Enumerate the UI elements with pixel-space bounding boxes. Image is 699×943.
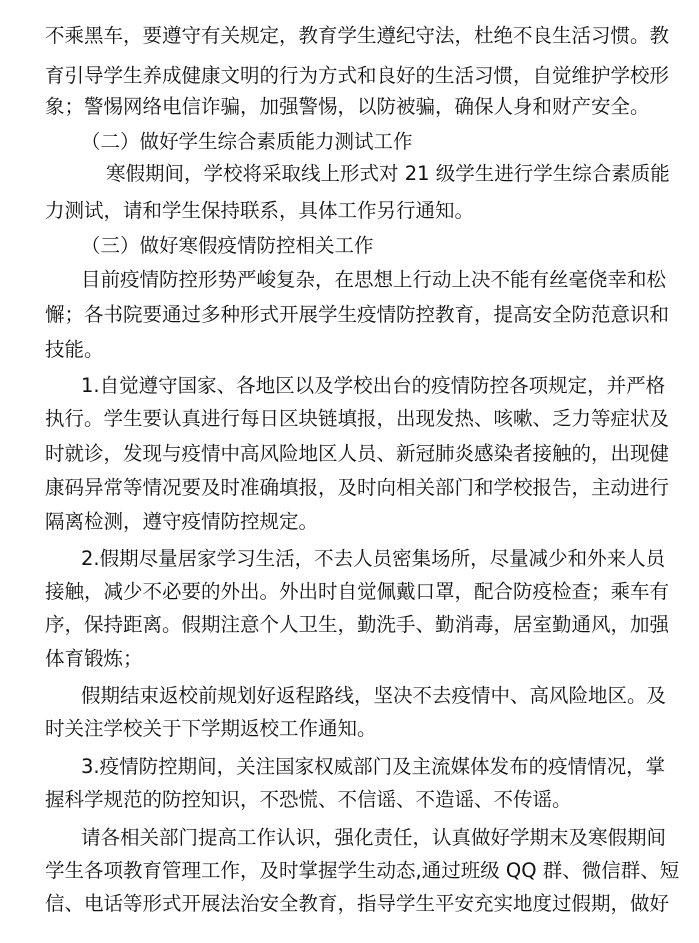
body-line: 请各相关部门提高工作认识，强化责任，认真做好学期末及寒假期间: [81, 826, 667, 849]
body-line: 接触，减少不必要的外出。外出时自觉佩戴口罩，配合防疫检查；乘车有: [45, 580, 670, 603]
body-line: 康码异常等情况要及时准确填报，及时向相关部门和学校报告，主动进行: [45, 476, 670, 499]
body-line: 技能。: [45, 338, 104, 361]
body-line: 懈；各书院要通过多种形式开展学生疫情防控教育，提高安全防范意识和: [45, 303, 670, 326]
body-line: 体育锻炼；: [45, 647, 143, 670]
body-line: 信、电话等形式开展法治安全教育，指导学生平安充实地度过假期，做好: [45, 892, 670, 915]
body-line: 象；警惕网络电信诈骗，加强警惕，以防被骗，确保人身和财产安全。: [45, 95, 650, 118]
body-line: 学生各项教育管理工作，及时掌握学生动态,通过班级 QQ 群、微信群、短: [45, 859, 680, 882]
body-line: 假期结束返校前规划好返程路线，坚决不去疫情中、高风险地区。及: [81, 684, 667, 707]
body-line: 执行。学生要认真进行每日区块链填报，出现发热、咳嗽、乏力等症状及: [45, 407, 670, 430]
body-line: 3.疫情防控期间，关注国家权威部门及主流媒体发布的疫情情况，掌: [81, 755, 666, 778]
body-line: 时关注学校关于下学期返校工作通知。: [45, 717, 377, 740]
body-line: 隔离检测，遵守疫情防控规定。: [45, 510, 319, 533]
body-line: 序，保持距离。假期注意个人卫生，勤洗手、勤消毒，居室勤通风，加强: [45, 613, 670, 636]
body-line: 寒假期间，学校将采取线上形式对 21 级学生进行学生综合素质能: [106, 162, 670, 185]
body-line: 不乘黑车，要遵守有关规定，教育学生遵纪守法，杜绝不良生活习惯。教: [45, 24, 670, 47]
body-line: 时就诊，发现与疫情中高风险地区人员、新冠肺炎感染者接触的，出现健: [45, 442, 670, 465]
body-line: 握科学规范的防控知识，不恐慌、不信谣、不造谣、不传谣。: [45, 788, 572, 811]
section-heading: （二）做好学生综合素质能力测试工作: [81, 130, 413, 153]
body-line: 力测试，请和学生保持联系，具体工作另行通知。: [45, 199, 475, 222]
body-line: 育引导学生养成健康文明的行为方式和良好的生活习惯，自觉维护学校形: [45, 64, 670, 87]
body-line: 1.自觉遵守国家、各地区以及学校出台的疫情防控各项规定，并严格: [81, 374, 666, 397]
section-heading: （三）做好寒假疫情防控相关工作: [81, 234, 374, 257]
body-line: 目前疫情防控形势严峻复杂，在思想上行动上决不能有丝毫侥幸和松: [81, 268, 667, 291]
body-line: 2.假期尽量居家学习生活，不去人员密集场所，尽量减少和外来人员: [81, 547, 666, 570]
